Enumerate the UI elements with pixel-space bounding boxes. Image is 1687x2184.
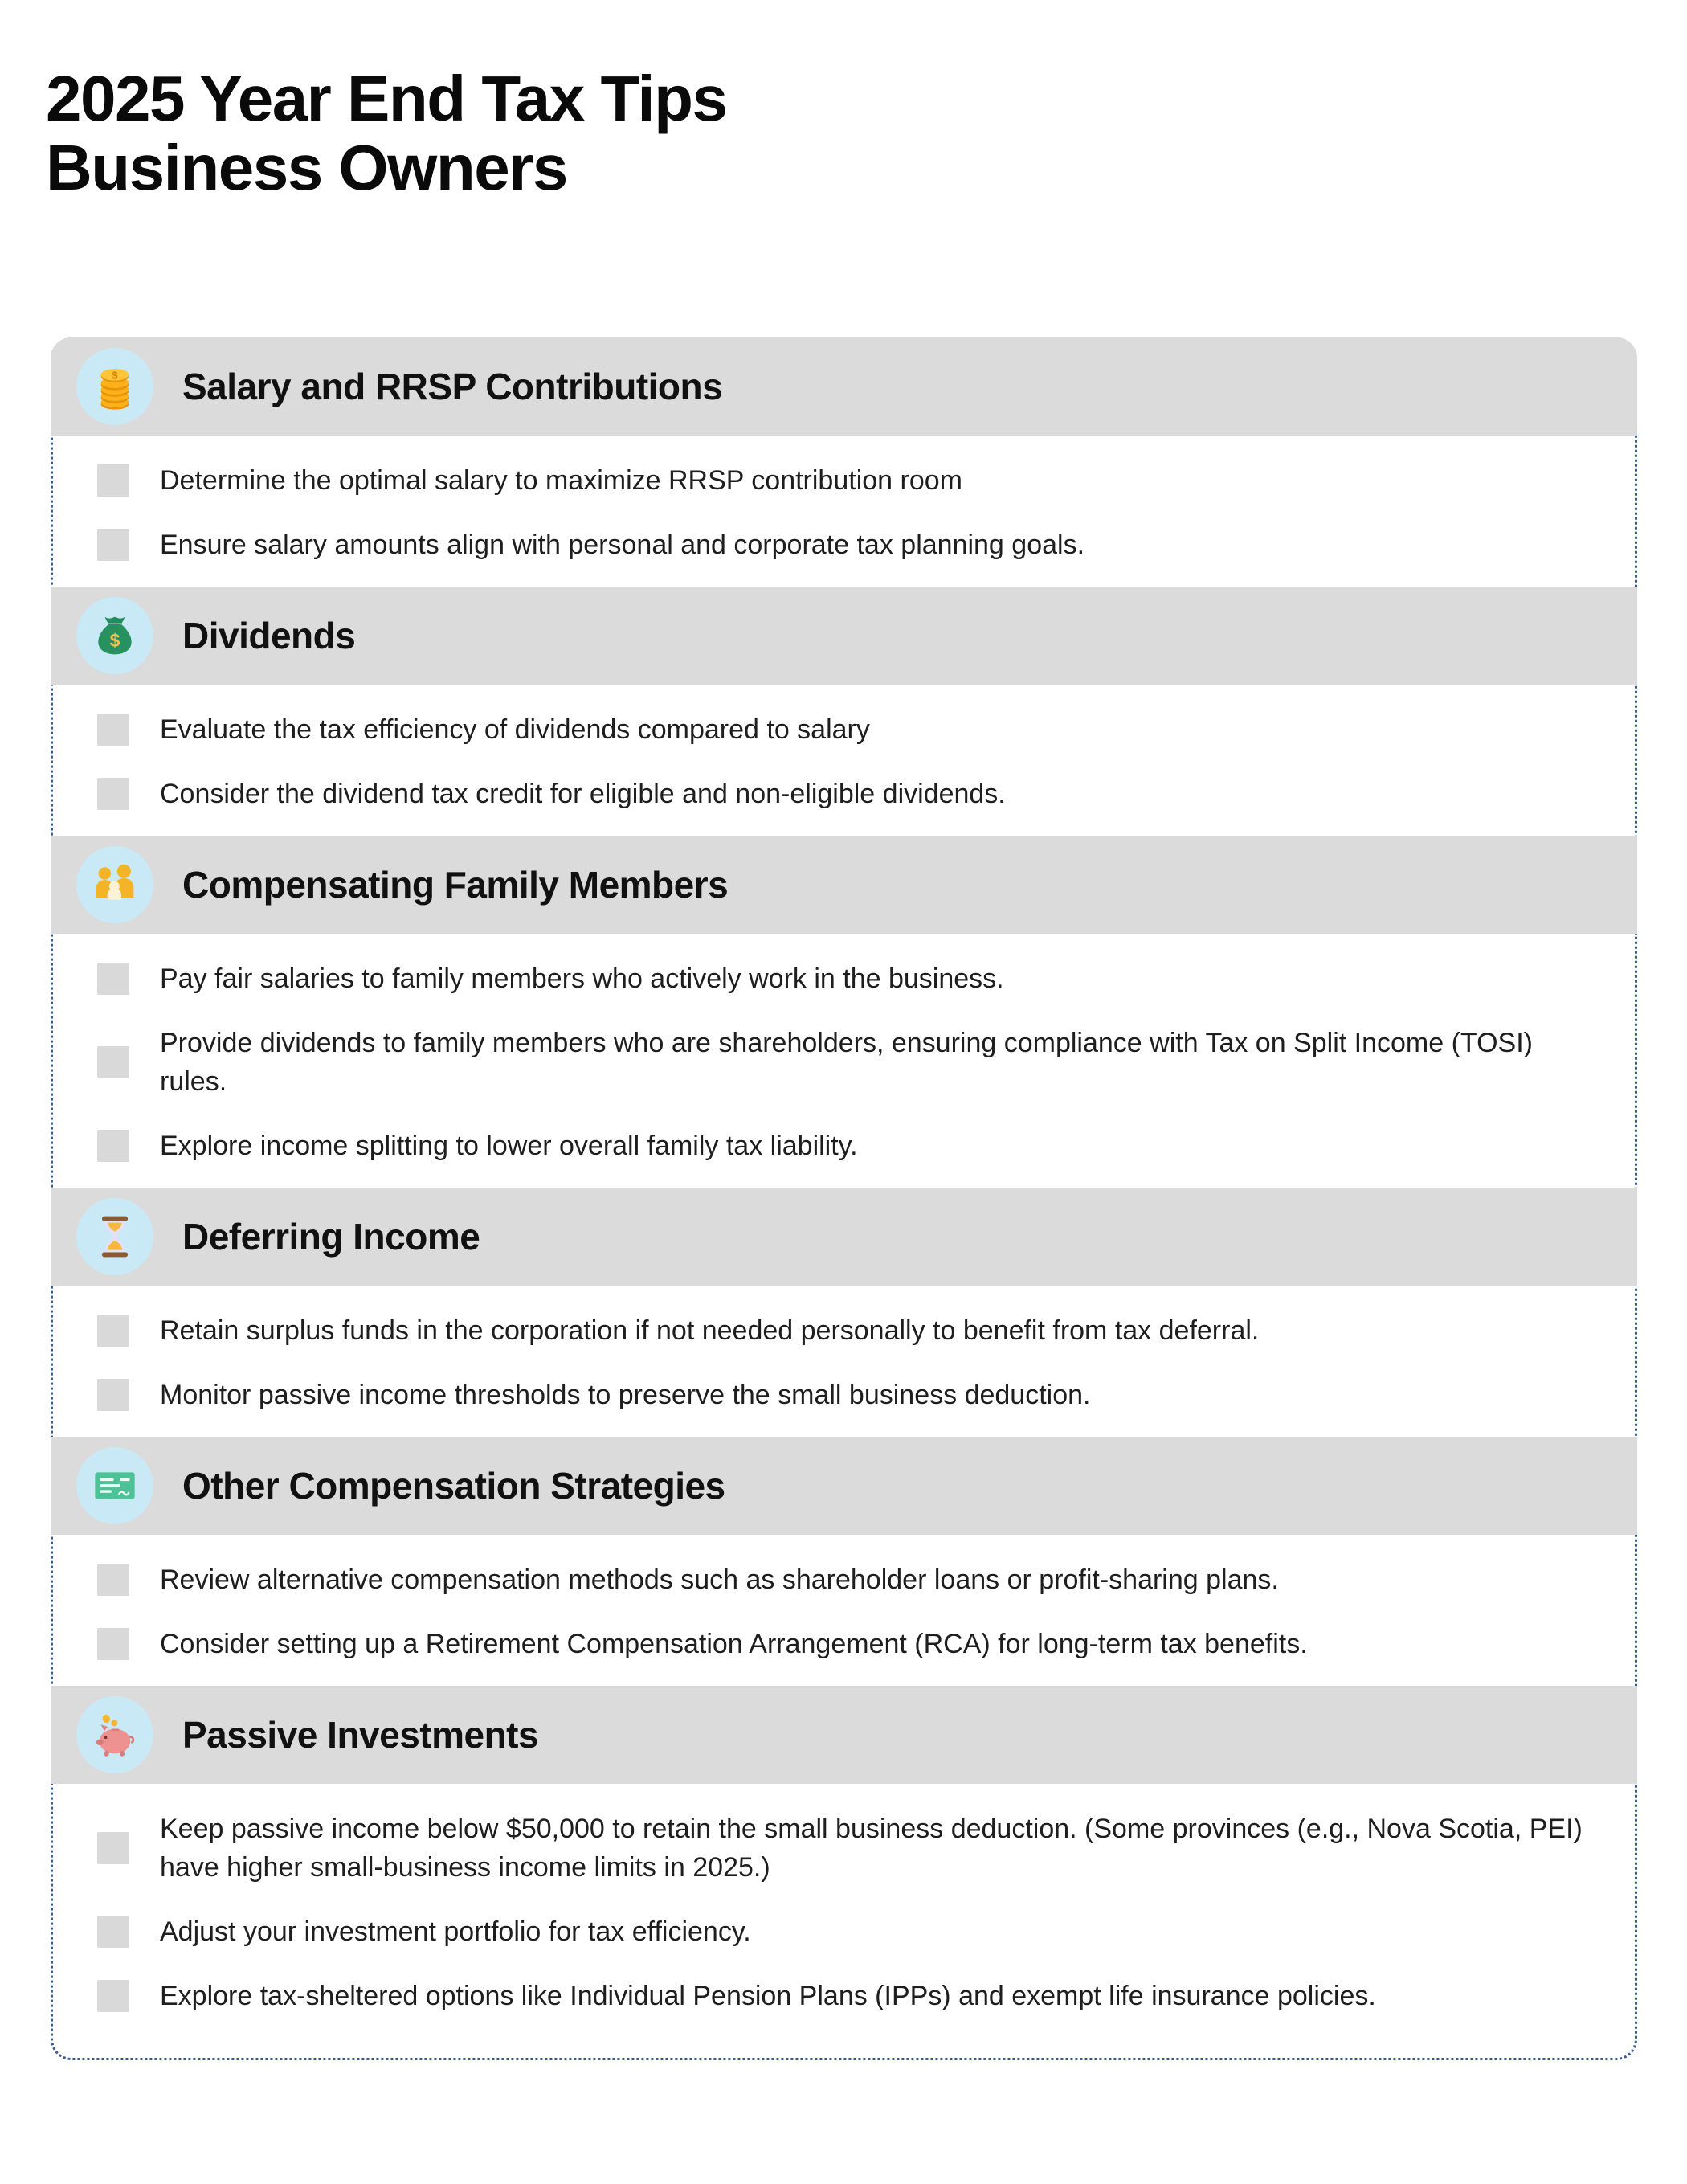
section-icon-circle bbox=[76, 1696, 153, 1773]
family-icon bbox=[89, 859, 141, 910]
checklist-item-text: Monitor passive income thresholds to preserve the small business deduction. bbox=[160, 1380, 1091, 1410]
section-icon-circle bbox=[76, 597, 153, 674]
checklist-card bbox=[51, 337, 1637, 2060]
page-title-line2: Business Owners bbox=[46, 132, 567, 203]
checklist-item-text: Ensure salary amounts align with personal and corporate tax planning goals. bbox=[160, 530, 1085, 560]
checklist-item-text: Review alternative compensation methods such as shareholder loans or profit-sharing plans. bbox=[160, 1564, 1279, 1595]
checkbox[interactable] bbox=[97, 464, 129, 497]
checklist-item bbox=[97, 775, 1603, 813]
section-items bbox=[51, 1286, 1637, 1437]
checklist-item-text: Explore income splitting to lower overall family tax liability. bbox=[160, 1131, 858, 1161]
section-items bbox=[51, 1535, 1637, 1686]
svg-text:$: $ bbox=[109, 630, 120, 651]
checklist-item bbox=[97, 1560, 1603, 1599]
checklist-item bbox=[97, 1912, 1603, 1951]
page-title bbox=[46, 64, 727, 202]
checklist-item bbox=[97, 959, 1603, 998]
hourglass-icon bbox=[89, 1211, 141, 1262]
checkbox[interactable] bbox=[97, 1916, 129, 1948]
checkbox[interactable] bbox=[97, 714, 129, 746]
page-title-line1: 2025 Year End Tax Tips bbox=[46, 63, 727, 134]
checklist-item bbox=[97, 1977, 1603, 2015]
section-title: Dividends bbox=[182, 615, 356, 656]
checklist-item-text: Evaluate the tax efficiency of dividends compared to salary bbox=[160, 714, 870, 745]
checklist-item bbox=[97, 1024, 1603, 1101]
section-header bbox=[51, 1686, 1637, 1784]
checklist-item bbox=[97, 461, 1603, 500]
checkbox[interactable] bbox=[97, 1628, 129, 1660]
checkbox[interactable] bbox=[97, 1315, 129, 1347]
checkbox[interactable] bbox=[97, 1832, 129, 1864]
checklist-item bbox=[97, 526, 1603, 564]
section-title: Passive Investments bbox=[182, 1714, 539, 1756]
coins-icon bbox=[89, 361, 141, 412]
checklist-item-text: Provide dividends to family members who are shareholders, ensuring compliance with Tax on Split Income (TOSI) rules. bbox=[160, 1028, 1533, 1097]
section-icon-circle bbox=[76, 348, 153, 425]
checklist-item-text: Explore tax-sheltered options like Individual Pension Plans (IPPs) and exempt life insurance policies. bbox=[160, 1981, 1376, 2011]
checklist-item bbox=[97, 1625, 1603, 1663]
section-items bbox=[51, 934, 1637, 1188]
section-icon-circle bbox=[76, 1447, 153, 1524]
section-header bbox=[51, 1188, 1637, 1286]
section-title: Deferring Income bbox=[182, 1216, 480, 1258]
section-title: Compensating Family Members bbox=[182, 864, 729, 906]
checklist-item bbox=[97, 710, 1603, 749]
cheque-icon bbox=[89, 1460, 141, 1511]
section-icon-circle bbox=[76, 1198, 153, 1275]
money-bag-icon bbox=[89, 610, 141, 661]
checkbox[interactable] bbox=[97, 529, 129, 561]
checklist-item bbox=[97, 1376, 1603, 1414]
checklist-item-text: Keep passive income below $50,000 to retain the small business deduction. (Some provinces (e.g., Nova Scotia, PEI) have higher small-business income limits in 2025.) bbox=[160, 1814, 1583, 1883]
section-header bbox=[51, 1437, 1637, 1535]
checkbox[interactable] bbox=[97, 963, 129, 995]
section-header bbox=[51, 337, 1637, 436]
checkbox[interactable] bbox=[97, 1130, 129, 1162]
checklist-item-text: Consider the dividend tax credit for eligible and non-eligible dividends. bbox=[160, 779, 1006, 809]
checkbox[interactable] bbox=[97, 778, 129, 810]
section-header bbox=[51, 587, 1637, 685]
section-icon-circle bbox=[76, 846, 153, 923]
checklist-item-text: Consider setting up a Retirement Compensation Arrangement (RCA) for long-term tax benefits. bbox=[160, 1629, 1308, 1659]
checkbox[interactable] bbox=[97, 1379, 129, 1411]
checklist-item-text: Adjust your investment portfolio for tax efficiency. bbox=[160, 1916, 751, 1947]
section-items bbox=[51, 1784, 1637, 2060]
section-header bbox=[51, 836, 1637, 934]
checklist-item-text: Retain surplus funds in the corporation if not needed personally to benefit from tax deferral. bbox=[160, 1315, 1260, 1346]
checklist-item bbox=[97, 1810, 1603, 1887]
svg-text:$: $ bbox=[112, 369, 118, 382]
checklist-item bbox=[97, 1127, 1603, 1165]
section-title: Other Compensation Strategies bbox=[182, 1465, 725, 1507]
piggy-bank-icon bbox=[89, 1709, 141, 1761]
checklist-item bbox=[97, 1311, 1603, 1350]
checkbox[interactable] bbox=[97, 1564, 129, 1596]
checklist-item-text: Pay fair salaries to family members who actively work in the business. bbox=[160, 963, 1004, 994]
checkbox[interactable] bbox=[97, 1980, 129, 2012]
section-title: Salary and RRSP Contributions bbox=[182, 366, 723, 407]
checkbox[interactable] bbox=[97, 1046, 129, 1078]
section-items bbox=[51, 685, 1637, 836]
section-items bbox=[51, 436, 1637, 587]
checklist-item-text: Determine the optimal salary to maximize RRSP contribution room bbox=[160, 465, 962, 496]
